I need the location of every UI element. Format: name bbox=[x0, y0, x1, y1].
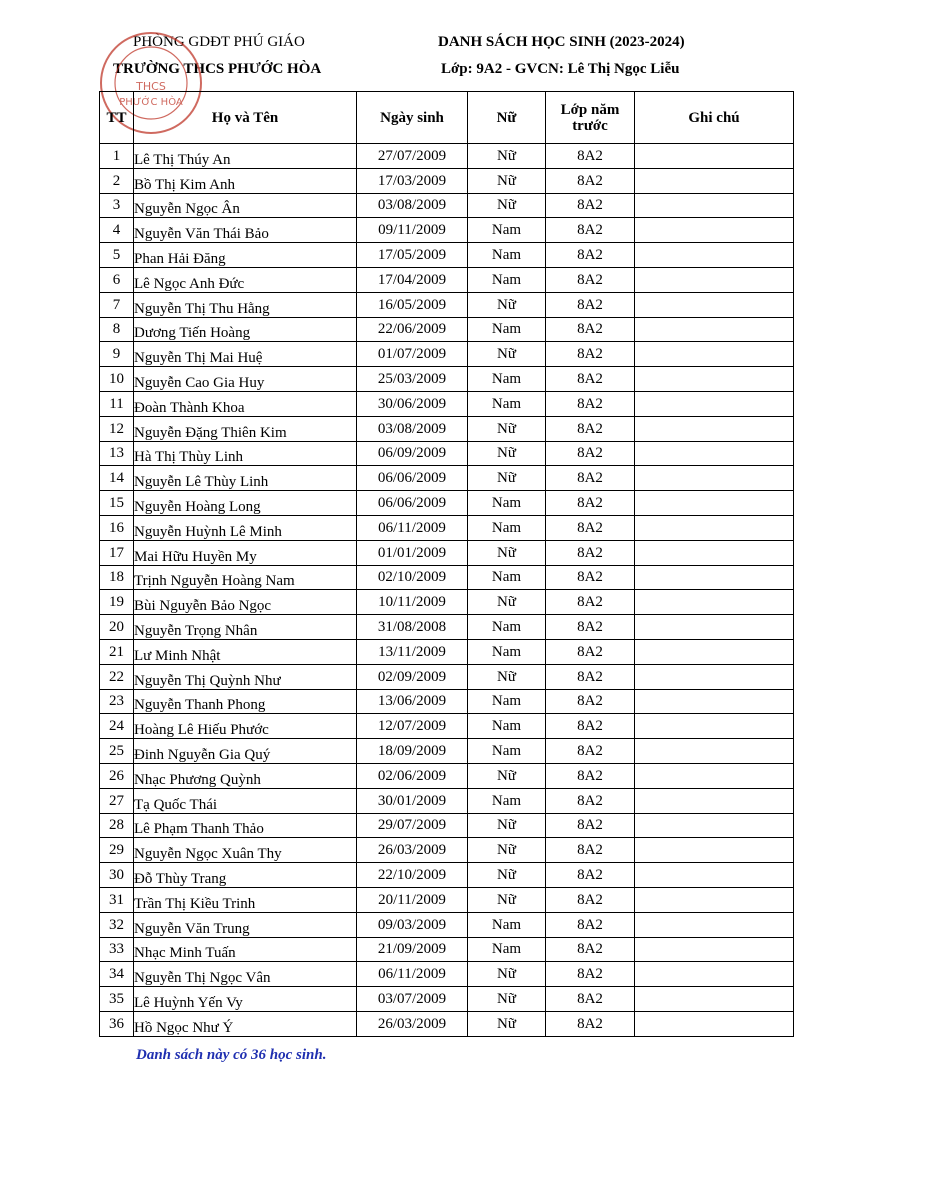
gender: Nữ bbox=[468, 193, 546, 218]
gender: Nữ bbox=[468, 144, 546, 169]
date-of-birth: 06/11/2009 bbox=[357, 962, 468, 987]
student-name: Đỗ Thùy Trang bbox=[134, 863, 357, 888]
table-row bbox=[100, 739, 794, 764]
gender: Nam bbox=[468, 243, 546, 268]
table-row bbox=[100, 342, 794, 367]
row-number: 36 bbox=[100, 1011, 134, 1036]
date-of-birth: 02/06/2009 bbox=[357, 763, 468, 788]
student-name: Nhạc Phương Quỳnh bbox=[134, 763, 357, 788]
row-number: 30 bbox=[100, 863, 134, 888]
gender: Nữ bbox=[468, 540, 546, 565]
note bbox=[635, 763, 794, 788]
gender: Nữ bbox=[468, 863, 546, 888]
student-name: Lư Minh Nhật bbox=[134, 639, 357, 664]
footer-note: Danh sách này có 36 học sinh. bbox=[136, 1047, 327, 1063]
note bbox=[635, 342, 794, 367]
gender: Nữ bbox=[468, 416, 546, 441]
table-row bbox=[100, 416, 794, 441]
student-name: Hà Thị Thùy Linh bbox=[134, 441, 357, 466]
date-of-birth: 02/10/2009 bbox=[357, 565, 468, 590]
table-row bbox=[100, 912, 794, 937]
row-number: 12 bbox=[100, 416, 134, 441]
row-number: 8 bbox=[100, 317, 134, 342]
note bbox=[635, 466, 794, 491]
date-of-birth: 06/09/2009 bbox=[357, 441, 468, 466]
date-of-birth: 03/07/2009 bbox=[357, 987, 468, 1012]
note bbox=[635, 416, 794, 441]
row-number: 31 bbox=[100, 887, 134, 912]
date-of-birth: 03/08/2009 bbox=[357, 193, 468, 218]
gender: Nam bbox=[468, 218, 546, 243]
note bbox=[635, 391, 794, 416]
student-name: Đoàn Thành Khoa bbox=[134, 391, 357, 416]
row-number: 15 bbox=[100, 491, 134, 516]
row-number: 13 bbox=[100, 441, 134, 466]
date-of-birth: 18/09/2009 bbox=[357, 739, 468, 764]
previous-class: 8A2 bbox=[546, 962, 635, 987]
date-of-birth: 13/11/2009 bbox=[357, 639, 468, 664]
note bbox=[635, 962, 794, 987]
previous-class: 8A2 bbox=[546, 144, 635, 169]
row-number: 20 bbox=[100, 615, 134, 640]
table-row bbox=[100, 193, 794, 218]
student-name: Trịnh Nguyễn Hoàng Nam bbox=[134, 565, 357, 590]
header-gender: Nữ bbox=[468, 92, 546, 144]
date-of-birth: 26/03/2009 bbox=[357, 1011, 468, 1036]
gender: Nam bbox=[468, 565, 546, 590]
gender: Nam bbox=[468, 689, 546, 714]
gender: Nam bbox=[468, 739, 546, 764]
svg-text:THCS: THCS bbox=[136, 80, 166, 93]
student-name: Phan Hải Đăng bbox=[134, 243, 357, 268]
svg-text:PHƯỚC HÒA: PHƯỚC HÒA bbox=[119, 97, 183, 108]
row-number: 24 bbox=[100, 714, 134, 739]
agency-name: PHÒNG GDĐT PHÚ GIÁO bbox=[133, 34, 305, 50]
gender: Nữ bbox=[468, 838, 546, 863]
row-number: 18 bbox=[100, 565, 134, 590]
date-of-birth: 25/03/2009 bbox=[357, 367, 468, 392]
table-row bbox=[100, 317, 794, 342]
table-row bbox=[100, 689, 794, 714]
table-row bbox=[100, 615, 794, 640]
header-dob: Ngày sinh bbox=[357, 92, 468, 144]
date-of-birth: 17/05/2009 bbox=[357, 243, 468, 268]
table-row bbox=[100, 292, 794, 317]
table-row bbox=[100, 540, 794, 565]
row-number: 21 bbox=[100, 639, 134, 664]
gender: Nam bbox=[468, 367, 546, 392]
student-name: Lê Thị Thúy An bbox=[134, 144, 357, 169]
date-of-birth: 01/01/2009 bbox=[357, 540, 468, 565]
note bbox=[635, 788, 794, 813]
gender: Nữ bbox=[468, 590, 546, 615]
student-name: Lê Ngọc Anh Đức bbox=[134, 267, 357, 292]
date-of-birth: 09/03/2009 bbox=[357, 912, 468, 937]
gender: Nữ bbox=[468, 763, 546, 788]
table-row bbox=[100, 838, 794, 863]
note bbox=[635, 491, 794, 516]
date-of-birth: 01/07/2009 bbox=[357, 342, 468, 367]
previous-class: 8A2 bbox=[546, 565, 635, 590]
table-body bbox=[100, 144, 794, 1037]
previous-class: 8A2 bbox=[546, 466, 635, 491]
note bbox=[635, 441, 794, 466]
table-row bbox=[100, 267, 794, 292]
previous-class: 8A2 bbox=[546, 441, 635, 466]
table-row bbox=[100, 144, 794, 169]
gender: Nữ bbox=[468, 168, 546, 193]
student-name: Dương Tiến Hoàng bbox=[134, 317, 357, 342]
previous-class: 8A2 bbox=[546, 987, 635, 1012]
gender: Nữ bbox=[468, 887, 546, 912]
gender: Nam bbox=[468, 267, 546, 292]
table-row bbox=[100, 937, 794, 962]
previous-class: 8A2 bbox=[546, 540, 635, 565]
student-name: Nguyễn Thị Quỳnh Như bbox=[134, 664, 357, 689]
row-number: 34 bbox=[100, 962, 134, 987]
row-number: 7 bbox=[100, 292, 134, 317]
student-name: Nguyễn Văn Trung bbox=[134, 912, 357, 937]
previous-class: 8A2 bbox=[546, 367, 635, 392]
note bbox=[635, 168, 794, 193]
student-name: Nguyễn Huỳnh Lê Minh bbox=[134, 515, 357, 540]
date-of-birth: 09/11/2009 bbox=[357, 218, 468, 243]
student-name: Nguyễn Cao Gia Huy bbox=[134, 367, 357, 392]
note bbox=[635, 937, 794, 962]
table-row bbox=[100, 441, 794, 466]
previous-class: 8A2 bbox=[546, 689, 635, 714]
row-number: 17 bbox=[100, 540, 134, 565]
date-of-birth: 12/07/2009 bbox=[357, 714, 468, 739]
student-name: Trần Thị Kiều Trinh bbox=[134, 887, 357, 912]
table-row bbox=[100, 887, 794, 912]
previous-class: 8A2 bbox=[546, 243, 635, 268]
note bbox=[635, 292, 794, 317]
row-number: 22 bbox=[100, 664, 134, 689]
previous-class: 8A2 bbox=[546, 639, 635, 664]
gender: Nữ bbox=[468, 664, 546, 689]
row-number: 14 bbox=[100, 466, 134, 491]
previous-class: 8A2 bbox=[546, 590, 635, 615]
note bbox=[635, 863, 794, 888]
header-name: Họ và Tên bbox=[134, 92, 357, 144]
note bbox=[635, 689, 794, 714]
date-of-birth: 03/08/2009 bbox=[357, 416, 468, 441]
date-of-birth: 06/06/2009 bbox=[357, 466, 468, 491]
row-number: 3 bbox=[100, 193, 134, 218]
gender: Nữ bbox=[468, 813, 546, 838]
date-of-birth: 10/11/2009 bbox=[357, 590, 468, 615]
previous-class: 8A2 bbox=[546, 193, 635, 218]
note bbox=[635, 838, 794, 863]
table-row bbox=[100, 243, 794, 268]
gender: Nữ bbox=[468, 292, 546, 317]
gender: Nam bbox=[468, 615, 546, 640]
previous-class: 8A2 bbox=[546, 342, 635, 367]
gender: Nam bbox=[468, 317, 546, 342]
note bbox=[635, 664, 794, 689]
student-name: Nhạc Minh Tuấn bbox=[134, 937, 357, 962]
student-name: Nguyễn Trọng Nhân bbox=[134, 615, 357, 640]
student-name: Nguyễn Thị Thu Hằng bbox=[134, 292, 357, 317]
student-name: Mai Hữu Huyền My bbox=[134, 540, 357, 565]
row-number: 28 bbox=[100, 813, 134, 838]
table-row bbox=[100, 962, 794, 987]
gender: Nữ bbox=[468, 441, 546, 466]
table-row bbox=[100, 763, 794, 788]
gender: Nam bbox=[468, 788, 546, 813]
gender: Nam bbox=[468, 491, 546, 516]
note bbox=[635, 739, 794, 764]
header-note: Ghi chú bbox=[635, 92, 794, 144]
previous-class: 8A2 bbox=[546, 863, 635, 888]
student-name: Bùi Nguyễn Bảo Ngọc bbox=[134, 590, 357, 615]
gender: Nữ bbox=[468, 466, 546, 491]
note bbox=[635, 887, 794, 912]
table-row bbox=[100, 391, 794, 416]
note bbox=[635, 540, 794, 565]
date-of-birth: 02/09/2009 bbox=[357, 664, 468, 689]
student-name: Nguyễn Văn Thái Bảo bbox=[134, 218, 357, 243]
previous-class: 8A2 bbox=[546, 664, 635, 689]
student-name: Nguyễn Ngọc Xuân Thy bbox=[134, 838, 357, 863]
date-of-birth: 26/03/2009 bbox=[357, 838, 468, 863]
previous-class: 8A2 bbox=[546, 515, 635, 540]
date-of-birth: 20/11/2009 bbox=[357, 887, 468, 912]
note bbox=[635, 590, 794, 615]
note bbox=[635, 267, 794, 292]
note bbox=[635, 714, 794, 739]
gender: Nam bbox=[468, 912, 546, 937]
table-row bbox=[100, 788, 794, 813]
previous-class: 8A2 bbox=[546, 317, 635, 342]
row-number: 25 bbox=[100, 739, 134, 764]
table-row bbox=[100, 367, 794, 392]
previous-class: 8A2 bbox=[546, 615, 635, 640]
note bbox=[635, 565, 794, 590]
previous-class: 8A2 bbox=[546, 788, 635, 813]
row-number: 33 bbox=[100, 937, 134, 962]
previous-class: 8A2 bbox=[546, 391, 635, 416]
previous-class: 8A2 bbox=[546, 218, 635, 243]
student-name: Đinh Nguyễn Gia Quý bbox=[134, 739, 357, 764]
header-tt: TT bbox=[100, 92, 134, 144]
table-row bbox=[100, 639, 794, 664]
note bbox=[635, 144, 794, 169]
row-number: 27 bbox=[100, 788, 134, 813]
gender: Nam bbox=[468, 515, 546, 540]
previous-class: 8A2 bbox=[546, 1011, 635, 1036]
date-of-birth: 16/05/2009 bbox=[357, 292, 468, 317]
date-of-birth: 30/01/2009 bbox=[357, 788, 468, 813]
table-row bbox=[100, 491, 794, 516]
row-number: 6 bbox=[100, 267, 134, 292]
row-number: 32 bbox=[100, 912, 134, 937]
row-number: 26 bbox=[100, 763, 134, 788]
table-row bbox=[100, 714, 794, 739]
table-row bbox=[100, 863, 794, 888]
class-info: Lớp: 9A2 - GVCN: Lê Thị Ngọc Liễu bbox=[441, 61, 680, 77]
row-number: 9 bbox=[100, 342, 134, 367]
table-row bbox=[100, 987, 794, 1012]
row-number: 16 bbox=[100, 515, 134, 540]
gender: Nữ bbox=[468, 987, 546, 1012]
gender: Nam bbox=[468, 937, 546, 962]
date-of-birth: 29/07/2009 bbox=[357, 813, 468, 838]
row-number: 19 bbox=[100, 590, 134, 615]
row-number: 35 bbox=[100, 987, 134, 1012]
row-number: 29 bbox=[100, 838, 134, 863]
previous-class: 8A2 bbox=[546, 838, 635, 863]
previous-class: 8A2 bbox=[546, 739, 635, 764]
student-name: Nguyễn Thị Ngọc Vân bbox=[134, 962, 357, 987]
gender: Nam bbox=[468, 639, 546, 664]
date-of-birth: 06/06/2009 bbox=[357, 491, 468, 516]
note bbox=[635, 193, 794, 218]
table-row bbox=[100, 813, 794, 838]
date-of-birth: 06/11/2009 bbox=[357, 515, 468, 540]
table-row bbox=[100, 1011, 794, 1036]
student-roster-table bbox=[99, 91, 794, 1037]
date-of-birth: 17/04/2009 bbox=[357, 267, 468, 292]
student-name: Hồ Ngọc Như Ý bbox=[134, 1011, 357, 1036]
previous-class: 8A2 bbox=[546, 292, 635, 317]
date-of-birth: 17/03/2009 bbox=[357, 168, 468, 193]
date-of-birth: 31/08/2008 bbox=[357, 615, 468, 640]
student-name: Lê Huỳnh Yến Vy bbox=[134, 987, 357, 1012]
note bbox=[635, 515, 794, 540]
gender: Nam bbox=[468, 391, 546, 416]
date-of-birth: 22/06/2009 bbox=[357, 317, 468, 342]
date-of-birth: 21/09/2009 bbox=[357, 937, 468, 962]
note bbox=[635, 243, 794, 268]
previous-class: 8A2 bbox=[546, 491, 635, 516]
row-number: 11 bbox=[100, 391, 134, 416]
date-of-birth: 13/06/2009 bbox=[357, 689, 468, 714]
note bbox=[635, 639, 794, 664]
table-header-row bbox=[100, 92, 794, 144]
student-name: Bồ Thị Kim Anh bbox=[134, 168, 357, 193]
previous-class: 8A2 bbox=[546, 168, 635, 193]
note bbox=[635, 367, 794, 392]
previous-class: 8A2 bbox=[546, 813, 635, 838]
previous-class: 8A2 bbox=[546, 714, 635, 739]
gender: Nữ bbox=[468, 1011, 546, 1036]
student-name: Nguyễn Hoàng Long bbox=[134, 491, 357, 516]
date-of-birth: 22/10/2009 bbox=[357, 863, 468, 888]
row-number: 23 bbox=[100, 689, 134, 714]
row-number: 2 bbox=[100, 168, 134, 193]
student-name: Nguyễn Lê Thùy Linh bbox=[134, 466, 357, 491]
gender: Nam bbox=[468, 714, 546, 739]
note bbox=[635, 813, 794, 838]
header-prev-class: Lớp năm trước bbox=[546, 92, 635, 144]
gender: Nữ bbox=[468, 962, 546, 987]
school-name: TRƯỜNG THCS PHƯỚC HÒA bbox=[113, 61, 322, 77]
row-number: 5 bbox=[100, 243, 134, 268]
previous-class: 8A2 bbox=[546, 416, 635, 441]
table-row bbox=[100, 515, 794, 540]
table-row bbox=[100, 664, 794, 689]
table-row bbox=[100, 168, 794, 193]
previous-class: 8A2 bbox=[546, 912, 635, 937]
row-number: 10 bbox=[100, 367, 134, 392]
student-name: Nguyễn Thị Mai Huệ bbox=[134, 342, 357, 367]
date-of-birth: 27/07/2009 bbox=[357, 144, 468, 169]
row-number: 1 bbox=[100, 144, 134, 169]
previous-class: 8A2 bbox=[546, 763, 635, 788]
table-row bbox=[100, 565, 794, 590]
document-title: DANH SÁCH HỌC SINH (2023-2024) bbox=[438, 34, 685, 50]
previous-class: 8A2 bbox=[546, 937, 635, 962]
note bbox=[635, 912, 794, 937]
gender: Nữ bbox=[468, 342, 546, 367]
note bbox=[635, 1011, 794, 1036]
table-row bbox=[100, 590, 794, 615]
date-of-birth: 30/06/2009 bbox=[357, 391, 468, 416]
note bbox=[635, 615, 794, 640]
note bbox=[635, 218, 794, 243]
student-name: Nguyễn Thanh Phong bbox=[134, 689, 357, 714]
table-row bbox=[100, 218, 794, 243]
note bbox=[635, 317, 794, 342]
previous-class: 8A2 bbox=[546, 887, 635, 912]
table-row bbox=[100, 466, 794, 491]
student-name: Nguyễn Đặng Thiên Kim bbox=[134, 416, 357, 441]
student-name: Hoàng Lê Hiếu Phước bbox=[134, 714, 357, 739]
row-number: 4 bbox=[100, 218, 134, 243]
previous-class: 8A2 bbox=[546, 267, 635, 292]
student-name: Lê Phạm Thanh Thảo bbox=[134, 813, 357, 838]
student-name: Nguyễn Ngọc Ân bbox=[134, 193, 357, 218]
student-name: Tạ Quốc Thái bbox=[134, 788, 357, 813]
note bbox=[635, 987, 794, 1012]
